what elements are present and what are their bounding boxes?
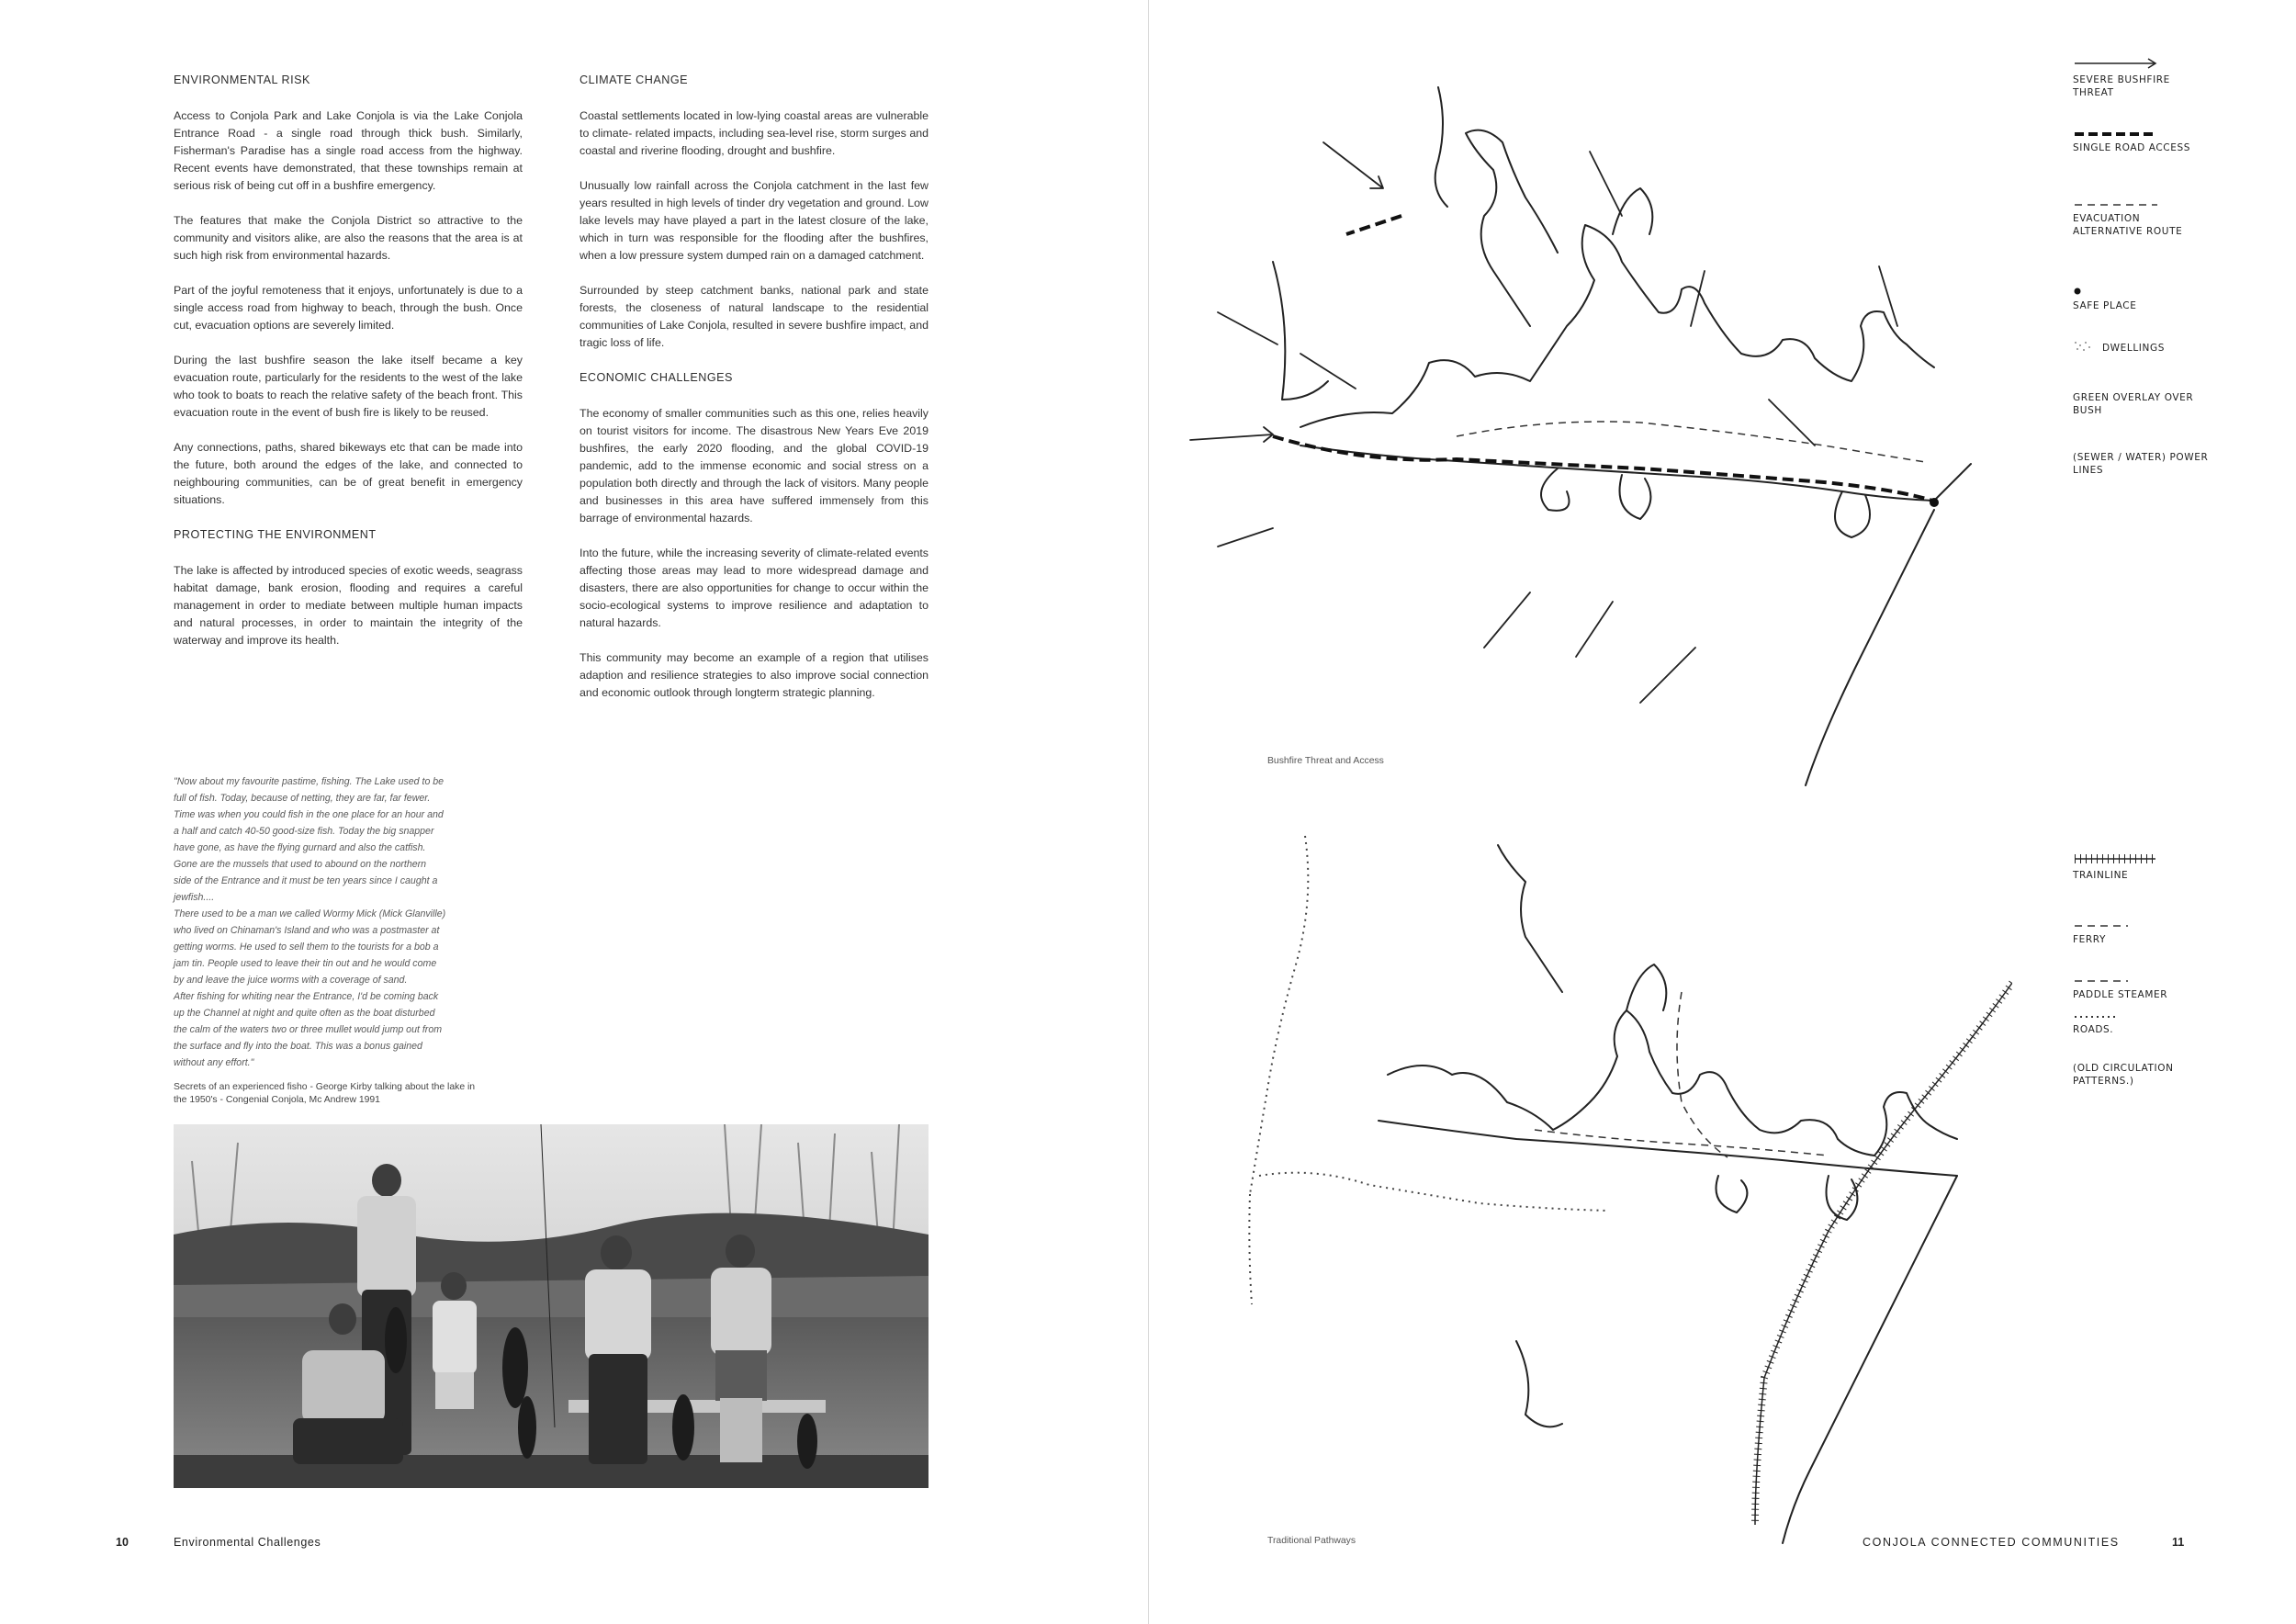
bushfire-threat-map (1181, 51, 1989, 813)
right-page (1149, 0, 2296, 1624)
quote-line: the calm of the waters two or three mullet would jump out from (174, 1024, 443, 1035)
page-number: 11 (2172, 1536, 2185, 1549)
paragraph: Part of the joyful remoteness that it enjoys, unfortunately is due to a single access road from highway to beach, through the bush. Once cut, evacuation options are severely limited. (174, 284, 523, 332)
quote-line: Gone are the mussels that used to abound on the northern (174, 859, 427, 870)
paragraph: Into the future, while the increasing severity of climate-related events affecting those areas may lead to more widespread damage and disasters, there are also opportunities for change to occur within the socio-ecological systems to improve resilience and adaptation to natural hazards. (580, 547, 929, 629)
page-number: 10 (116, 1536, 129, 1549)
paragraph: During the last bushfire season the lake itself became a key evacuation route, particularly for the residents to the west of the lake who took to boats to reach the relative safety of the beach front. This evacuation route in the event of bush fire is likely to be reused. (174, 354, 523, 419)
quote-caption: Secrets of an experienced fisho - George Kirby talking about the lake in the 1950's - Congenial Conjola, Mc Andrew 1991 (174, 1082, 476, 1105)
legend-item-safe-place: SAFE PLACE (2073, 287, 2238, 312)
legend-item-evacuation: EVACUATION ALTERNATIVE ROUTE (2073, 201, 2238, 238)
legend-item-bushfire-threat: SEVERE BUSHFIRE THREAT (2073, 57, 2238, 99)
paragraph: Unusually low rainfall across the Conjola catchment in the last few years resulted in high levels of tinder dry vegetation and ground. Low lake levels may have played a part in the latest closure of the lake, which in turn was responsible for the flooding after the bushfires, when a low pressure system dumped rain on a damaged catchment. (580, 179, 929, 262)
legend-item-single-road: SINGLE ROAD ACCESS (2073, 130, 2238, 154)
quote-line: jewfish.... (174, 892, 215, 903)
paragraph: Surrounded by steep catchment banks, national park and state forests, the closeness of natural landscape to the residential communities of Lake Conjola, resulted in severe bushfire impact, and tragic loss of life. (580, 284, 929, 349)
text-column-1 (174, 72, 523, 667)
paragraph: Access to Conjola Park and Lake Conjola is via the Lake Conjola Entrance Road - a single road through thick bush. Similarly, Fisherman's Paradise has a single road access from the highway. Recent events have demonstrated, that these townships remain at serious risk of being cut off in a bushfire emergency. (174, 109, 523, 192)
legend-item-old-circulation: (OLD CIRCULATION PATTERNS.) (2073, 1063, 2174, 1087)
thin-dash-icon (2073, 977, 2161, 985)
quote-line: full of fish. Today, because of netting, they are far, far fewer. (174, 793, 431, 804)
quote-line: There used to be a man we called Wormy Mick (Mick Glanville) (174, 908, 446, 919)
fishing-quote (174, 773, 477, 1071)
thick-dash-icon (2073, 130, 2161, 138)
legend-item-green-overlay: GREEN OVERLAY OVER BUSH (2073, 392, 2194, 416)
publication-title: CONJOLA CONNECTED COMMUNITIES (1863, 1536, 2120, 1549)
quote-line: After fishing for whiting near the Entrance, I'd be coming back (174, 991, 439, 1002)
section-heading: ECONOMIC CHALLENGES (580, 371, 733, 384)
dotted-icon (2073, 1014, 2161, 1020)
map2-caption: Traditional Pathways (1267, 1536, 1356, 1546)
paragraph: The economy of smaller communities such as this one, relies heavily on tourist visitors for income. The disastrous New Years Eve 2019 bushfires, the early 2020 flooding, and the global COVID-19 pandemic, add to the immense economic and social stress on a population both directly and through the lack of visitors. Many people and businesses in this area have suffered immensely from this barrage of environmental hazards. (580, 407, 929, 524)
quote-line: "Now about my favourite pastime, fishing. The Lake used to be (174, 776, 445, 787)
traditional-pathways-map (1241, 827, 2012, 1552)
legend-item-roads: ROADS. (2073, 1014, 2238, 1036)
paragraph: The lake is affected by introduced species of exotic weeds, seagrass habitat damage, bank erosion, flooding and requires a careful management in order to mediate between multiple human impacts and natural processes, in order to maintain the integrity of the waterway and improve its health. (174, 564, 523, 647)
quote-line: have gone, as have the flying gurnard and also the catfish. (174, 842, 426, 853)
quote-line: up the Channel at night and quite often as the boat disturbed (174, 1008, 435, 1019)
section-title: Environmental Challenges (174, 1536, 321, 1549)
quote-line: the surface and fly into the boat. This was a bonus gained (174, 1041, 422, 1052)
rail-icon (2073, 852, 2161, 865)
section-heading: CLIMATE CHANGE (580, 73, 689, 86)
paragraph: This community may become an example of a region that utilises adaption and resilience strategies to also improve social connection and economic outlook through longterm strategic planning. (580, 651, 929, 699)
stipple-icon (2073, 340, 2095, 353)
paragraph: The features that make the Conjola District so attractive to the community and visitors alike, are also the reasons that the area is at such high risk from environmental hazards. (174, 214, 523, 262)
thin-dash-icon (2073, 201, 2161, 209)
fishing-photograph (174, 1124, 929, 1488)
quote-line: Time was when you could fish in the one place for an hour and (174, 809, 444, 820)
quote-line: side of the Entrance and it must be ten years since I caught a (174, 875, 438, 886)
quote-line: a half and catch 40-50 good-size fish. Today the big snapper (174, 826, 434, 837)
quote-line: jam tin. People used to leave their tin out and he would come (174, 958, 437, 969)
thin-dash-icon (2073, 922, 2161, 930)
quote-line: who lived on Chinaman's Island and who was a postmaster at (174, 925, 440, 936)
paragraph: Coastal settlements located in low-lying coastal areas are vulnerable to climate- related impacts, including sea-level rise, storm surges and coastal and riverine flooding, drought and bushfire. (580, 109, 929, 157)
map1-caption: Bushfire Threat and Access (1267, 756, 1384, 766)
arrow-icon (2073, 57, 2161, 70)
legend-item-paddle-steamer: PADDLE STEAMER (2073, 977, 2238, 1001)
text-column-2 (580, 72, 929, 719)
dot-icon (2073, 287, 2091, 296)
legend-item-trainline: TRAINLINE (2073, 852, 2238, 882)
quote-line: getting worms. He used to sell them to the tourists for a bob a (174, 942, 439, 953)
legend-item-power-lines: (SEWER / WATER) POWER LINES (2073, 452, 2209, 476)
paragraph: Any connections, paths, shared bikeways etc that can be made into the future, both around the edges of the lake, and connected to neighbouring communities, can be of great benefit in emergency situations. (174, 441, 523, 506)
section-heading: ENVIRONMENTAL RISK (174, 73, 310, 86)
section-heading: PROTECTING THE ENVIRONMENT (174, 528, 377, 541)
quote-line: without any effort." (174, 1057, 254, 1068)
legend-item-ferry: FERRY (2073, 922, 2238, 946)
quote-line: by and leave the juice worms with a coverage of sand. (174, 975, 408, 986)
legend-item-dwellings: DWELLINGS (2073, 338, 2238, 355)
